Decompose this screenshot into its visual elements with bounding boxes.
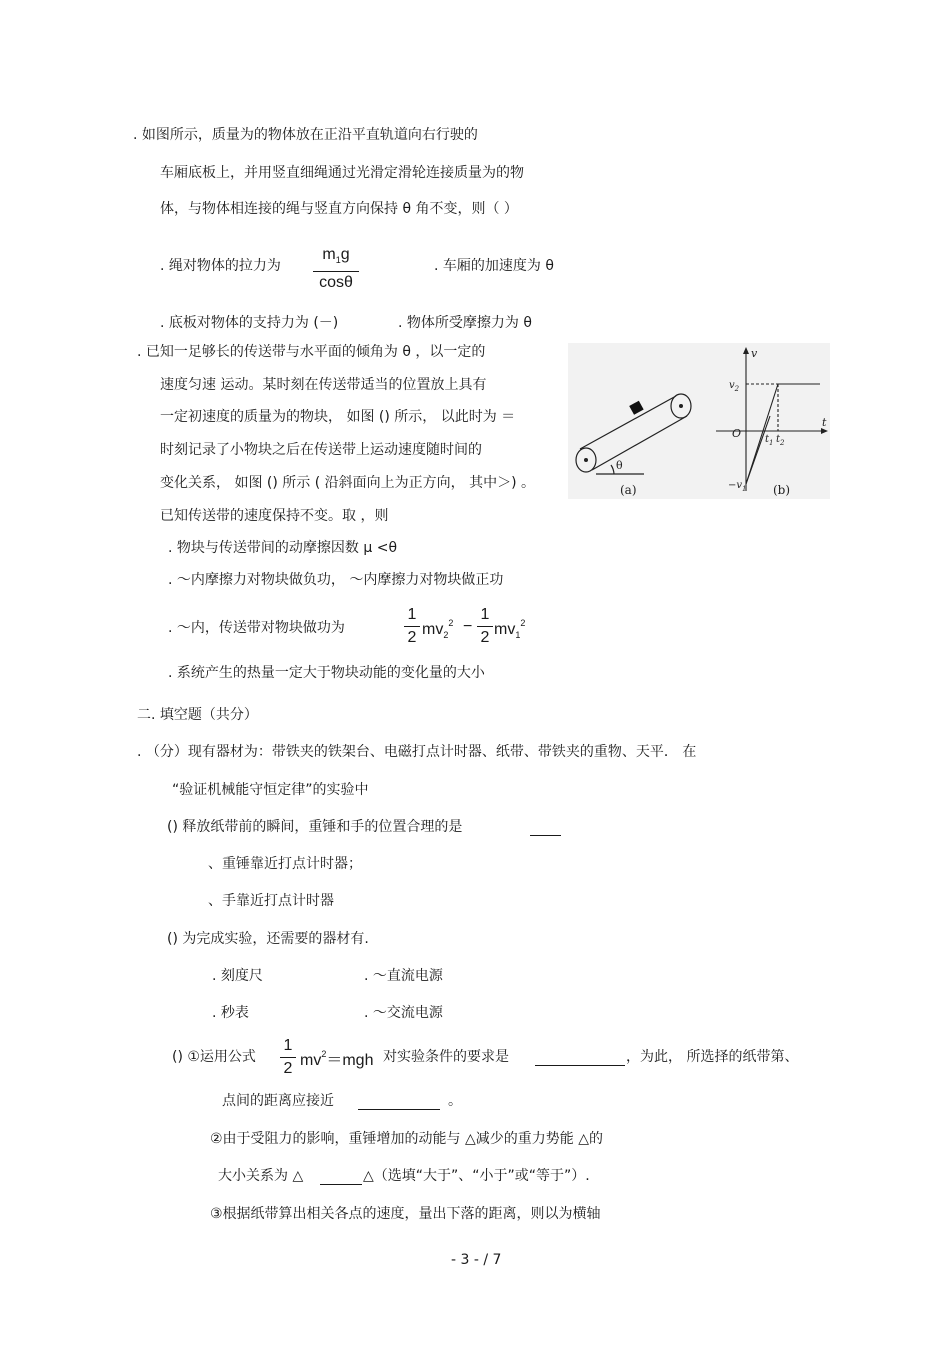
section2-title: 二. 填空题（共分）	[137, 707, 258, 723]
conveyor-figure	[568, 343, 830, 499]
q3-part3-sub2b-end: △（选填“大于”、“小于”或“等于”）.	[363, 1168, 590, 1184]
axis-v-label: v	[751, 347, 758, 360]
q3-part3-formula: $mv^2=mgh$	[300, 1049, 374, 1069]
q3-part3-sub2a: ②由于受阻力的影响，重锤增加的动能与 △减少的重力势能 △的	[210, 1131, 603, 1147]
q3-part3-sub2b-start: 大小关系为 △	[218, 1168, 304, 1184]
q3-part1-option-a: 、重锤靠近打点计时器；	[208, 856, 362, 872]
q3-part3-label: () ①运用公式	[172, 1049, 256, 1065]
q2-line3: 一定初速度的质量为的物块， 如图 () 所示， 以此时为 ＝	[160, 409, 516, 425]
q2-option-c: . ～内，传送带对物块做功为	[168, 620, 345, 636]
q3-part2: () 为完成实验，还需要的器材有.	[167, 931, 369, 947]
q2-option-c-term1: $mv_2^2$	[422, 618, 454, 641]
q1-option-b: . 车厢的加速度为 θ	[434, 258, 554, 274]
q3-part3-line2: 点间的距离应接近	[222, 1093, 334, 1109]
figure-b-label: (b)	[773, 483, 791, 497]
q2-line2: 速度匀速 运动。某时刻在传送带适当的位置放上具有	[160, 377, 487, 393]
q3-part3-fraction: 1 2	[280, 1037, 296, 1078]
neg-v1-label: $-v_1$	[728, 480, 747, 493]
q2-option-c-term2: $mv_1^2$	[494, 618, 526, 641]
q3-part3-text: 对实验条件的要求是	[383, 1049, 509, 1065]
q3-part3-text2: ，为此， 所选择的纸带第、	[626, 1049, 799, 1065]
q1-line1: . 如图所示，质量为的物体放在正沿平直轨道向右行驶的	[133, 127, 478, 143]
q3-part1-option-b: 、手靠近打点计时器	[208, 893, 334, 909]
q2-option-a: . 物块与传送带间的动摩擦因数 μ <θ	[168, 540, 398, 556]
fraction-bar	[313, 271, 359, 272]
q3-part1-blank[interactable]	[530, 834, 561, 836]
q3-part3-sub3: ③根据纸带算出相关各点的速度，量出下落的距离，则以为横轴	[210, 1206, 601, 1222]
q2-line6: 已知传送带的速度保持不变。取 ，则	[160, 508, 389, 524]
q1-option-c: . 底板对物体的支持力为 (－)	[160, 315, 339, 331]
theta-label: θ	[616, 459, 623, 472]
q2-option-d: . 系统产生的热量一定大于物块动能的变化量的大小	[168, 665, 485, 681]
q1-option-a-fraction	[313, 246, 359, 292]
q2-line1: . 已知一足够长的传送带与水平面的倾角为 θ ，以一定的	[137, 344, 486, 360]
q2-line5: 变化关系， 如图 () 所示 ( 沿斜面向上为正方向， 其中＞) 。	[160, 475, 535, 491]
q2-option-c-minus: −	[463, 618, 473, 635]
q2-option-c-fraction2: 1 2	[477, 606, 493, 647]
q3-part3-line2-end: 。	[448, 1093, 462, 1109]
fraction-numerator: $m_1g$	[322, 246, 350, 266]
q3-part2-option-b: . ～直流电源	[364, 968, 443, 984]
q3-part3-blank1[interactable]	[535, 1064, 625, 1066]
q3-line2: “验证机械能守恒定律”的实验中	[172, 782, 369, 798]
t1-label: $t_1$	[765, 434, 774, 447]
pulley-center-lower	[584, 458, 588, 462]
q3-part2-option-d: . ～交流电源	[364, 1005, 443, 1021]
q3-part2-option-c: . 秒表	[212, 1005, 249, 1021]
pulley-center-upper	[679, 404, 683, 408]
page-number: - 3 - / 7	[451, 1252, 502, 1268]
q3-part3-blank2[interactable]	[358, 1108, 440, 1110]
q1-line2: 车厢底板上，并用竖直细绳通过光滑定滑轮连接质量为的物	[160, 165, 524, 181]
q3-part1: () 释放纸带前的瞬间，重锤和手的位置合理的是	[167, 819, 463, 835]
q3-part3-blank3[interactable]	[320, 1183, 362, 1185]
q1-line3: 体，与物体相连接的绳与竖直方向保持 θ 角不变，则（ ）	[160, 201, 518, 217]
origin-label: O	[732, 427, 742, 440]
figure-a-label: (a)	[620, 483, 637, 497]
q3-part2-option-a: . 刻度尺	[212, 968, 263, 984]
axis-t-label: t	[822, 416, 827, 429]
q2-option-b: . ～内摩擦力对物块做负功， ～内摩擦力对物块做正功	[168, 572, 504, 588]
q1-option-d: . 物体所受摩擦力为 θ	[398, 315, 532, 331]
v2-label: $v_2$	[729, 380, 740, 393]
q1-option-a: . 绳对物体的拉力为	[160, 258, 281, 274]
t2-label: $t_2$	[776, 434, 785, 447]
fraction-denominator: cosθ	[319, 274, 353, 292]
q3-line1: . （分）现有器材为：带铁夹的铁架台、电磁打点计时器、纸带、带铁夹的重物、天平． 在	[137, 744, 697, 760]
q2-line4: 时刻记录了小物块之后在传送带上运动速度随时间的	[160, 442, 482, 458]
q2-option-c-fraction1: 1 2	[404, 606, 420, 647]
